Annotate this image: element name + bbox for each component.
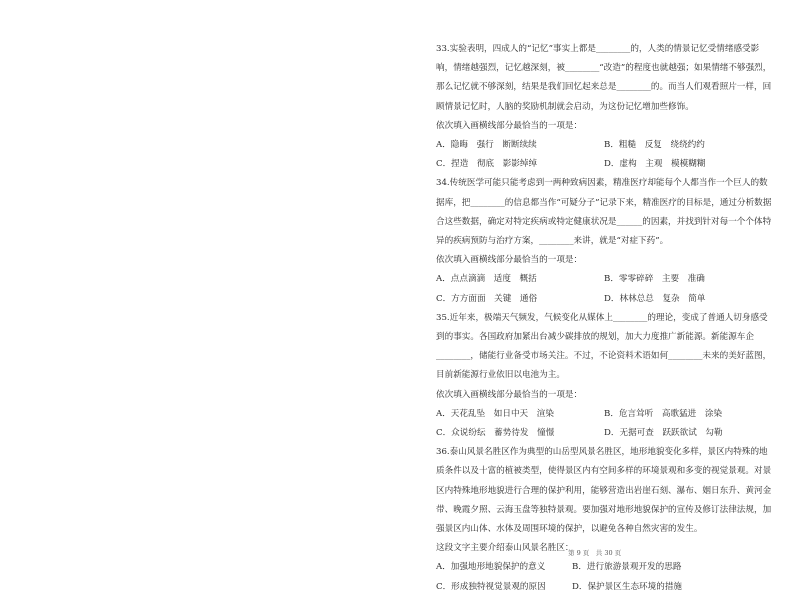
question-number: 35.	[436, 312, 450, 323]
question-instruction: 依次填入画横线部分最恰当的一项是：	[436, 120, 583, 131]
question-35	[436, 309, 776, 443]
options-row	[436, 558, 776, 577]
option-c: C．众说纷纭 蓄势待发 憧憬	[436, 427, 555, 438]
question-instruction: 这段文字主要介绍泰山风景名胜区：	[436, 543, 574, 554]
options-row	[436, 290, 776, 309]
options-row	[436, 136, 776, 155]
question-stem: 传统医学可能只能考虑到一两种致病因素，精准医疗却能每个人都当作一个巨人的数据库，把________的信息都当作“可疑分子”记录下来，精准医疗的目标是，通过分析数据合这些数据，确定对特定疾病或特定健康状况是______的因素，并找到针对每一个个体特异的疾病预防与治疗方案，________来讲，就是“对症下药”。	[436, 178, 772, 246]
question-stem: 近年来，极端天气频发，气候变化从媒体上________的理论，变成了普通人切身感受到的事实。各国政府加紧出台减少碳排放的规划，加大力度推广新能源。新能源车企________，储能行业备受市场关注。不过，不论资料术语如何________未来的美好蓝图，目前新能源行业依旧以电池为主。	[436, 312, 772, 381]
options-row	[436, 270, 776, 289]
question-34	[436, 174, 776, 308]
question-36	[436, 443, 776, 597]
option-c: C．方方面面 关键 通俗	[436, 293, 538, 304]
option-a: A．点点滴滴 适度 概括	[436, 274, 537, 285]
option-d: D．无据可查 跃跃欲试 勾勒	[604, 427, 723, 438]
option-a: A．隐晦 强行 断断续续	[436, 140, 537, 151]
option-a: A．加强地形地貌保护的意义	[436, 562, 546, 573]
option-b: B．零零碎碎 主要 准确	[604, 274, 705, 285]
options-row	[436, 578, 776, 597]
option-b: B．粗糙 反复 绕绕约约	[604, 140, 705, 151]
option-d: D．保护景区生态环境的措施	[572, 581, 683, 592]
question-stem: 实验表明，四成人的“记忆”事实上都是________的，人类的情景记忆受情绪感受影响，情绪越强烈，记忆越深刻，被________“改造”的程度也就越强；如果情绪不够强烈，那么记忆就不够深刻，结果是我们回忆起来总是________的。而当人们观看照片一样，回顾情景记忆时，人脑的奖励机制就会启动，为这份记忆增加些修饰。	[436, 44, 772, 112]
question-33	[436, 40, 776, 174]
option-b: B．危言耸听 高歌猛进 涂染	[604, 408, 723, 419]
question-number: 36.	[436, 447, 450, 458]
option-c: C．捏造 彻底 影影绰绰	[436, 159, 538, 170]
question-stem: 泰山风景名胜区作为典型的山岳型风景名胜区，地形地貌变化多样，景区内特殊的地质条件以及十富的植被类型，使得景区内有空间多样的环境景观和多变的视觉景观。对景区内特殊地形地貌进行合理的保护利用，能够营造出岩崖石刻、瀑布、姻日东升、黄河金带、晚霞夕照、云海玉盘等独特景观。要加强对地形地貌保护的宣传及修订法律法规，加强景区内山体、水体及周围环境的保护，以避免各种自然灾害的发生。	[436, 447, 772, 534]
option-d: D．林林总总 复杂 简单	[604, 293, 706, 304]
question-number: 33.	[436, 44, 450, 54]
options-row	[436, 405, 776, 424]
question-instruction: 依次填入画横线部分最恰当的一项是：	[436, 389, 583, 400]
question-instruction: 依次填入画横线部分最恰当的一项是：	[436, 255, 583, 266]
questions-column	[436, 40, 776, 597]
option-c: C．形成独特视觉景观的原因	[436, 581, 546, 592]
page-footer: 第 9 页 共 30 页	[568, 549, 622, 557]
option-b: B．进行旅游景观开发的思路	[572, 562, 682, 573]
question-number: 34.	[436, 178, 450, 189]
options-row	[436, 424, 776, 443]
option-a: A．天花乱坠 如日中天 渲染	[436, 408, 554, 419]
options-row	[436, 155, 776, 174]
option-d: D．虚构 主观 模模糊糊	[604, 159, 706, 170]
